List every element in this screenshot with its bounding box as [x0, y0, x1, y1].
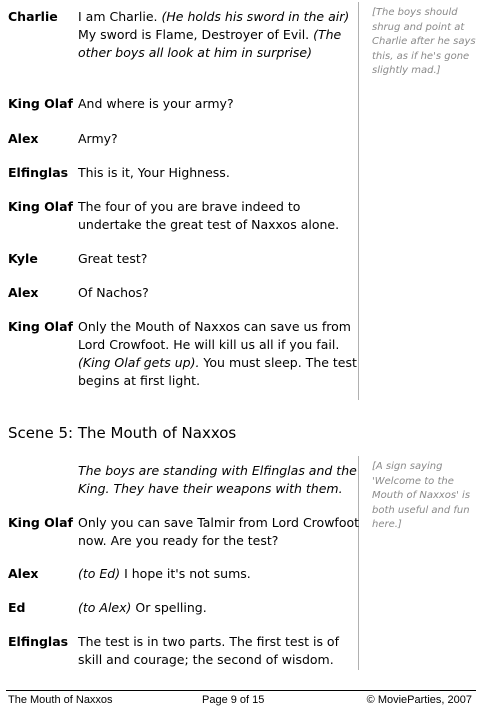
dialogue-text	[78, 599, 360, 617]
dialogue-text	[78, 250, 360, 268]
stage-direction: (The other boys all look at him in surprise)	[78, 27, 342, 60]
speaker-name: King Olaf	[8, 96, 73, 111]
dialogue-segment: The four of you are brave indeed to undertake the great test of Naxxos alone.	[78, 199, 340, 232]
dialogue-segment: The test is in two parts. The first test is of skill and courage; the second of wisdom.	[78, 634, 339, 667]
footer-title: The Mouth of Naxxos	[8, 694, 113, 706]
dialogue-segment: Only you can save Talmir from Lord Crowfoot now. Are you ready for the test?	[78, 515, 360, 548]
speaker-name: Alex	[8, 566, 39, 581]
dialogue-segment: You must sleep. The test begins at first light.	[78, 355, 357, 388]
dialogue-text	[78, 198, 360, 234]
dialogue-text	[78, 130, 360, 148]
dialogue-segment: Or spelling.	[131, 600, 207, 615]
dialogue-segment: And where is your army?	[78, 96, 234, 111]
dialogue-segment: My sword is Flame, Destroyer of Evil.	[78, 27, 314, 42]
stage-direction: (to Alex)	[78, 600, 132, 615]
dialogue-text	[78, 284, 360, 302]
dialogue-segment: Only the Mouth of Naxxos can save us from Lord Crowfoot. He will kill us all if you fail.	[78, 319, 351, 352]
speaker-name: Kyle	[8, 251, 38, 266]
speaker-name: King Olaf	[8, 199, 73, 214]
dialogue-segment: Army?	[78, 131, 118, 146]
dialogue-segment: Great test?	[78, 251, 148, 266]
stage-direction: (He holds his sword in the air)	[161, 9, 350, 24]
dialogue-text	[78, 462, 360, 498]
dialogue-segment: I hope it's not sums.	[120, 566, 251, 581]
speaker-name: King Olaf	[8, 515, 73, 530]
page-footer	[6, 690, 476, 709]
dialogue-text	[78, 8, 360, 62]
speaker-name: Alex	[8, 131, 39, 146]
dialogue-text	[78, 565, 360, 583]
speaker-name: Alex	[8, 285, 39, 300]
director-note: [A sign saying 'Welcome to the Mouth of Naxxos' is both useful and fun here.]	[372, 461, 471, 530]
dialogue-text	[78, 318, 360, 390]
director-note: [The boys should shrug and point at Charlie after he says this, as if he's gone slightly mad.]	[372, 7, 476, 76]
speaker-name: King Olaf	[8, 319, 73, 334]
speaker-name: Ed	[8, 600, 26, 615]
dialogue-segment: This is it, Your Highness.	[78, 165, 230, 180]
speaker-name: Elfinglas	[8, 634, 69, 649]
dialogue-text	[78, 164, 360, 182]
stage-direction: (King Olaf gets up).	[78, 355, 200, 370]
footer-page-number: Page 9 of 15	[202, 694, 265, 706]
stage-direction: (to Ed)	[78, 566, 121, 581]
dialogue-text	[78, 633, 360, 669]
speaker-name: Charlie	[8, 9, 58, 24]
dialogue-text	[78, 95, 360, 113]
scene-title: Scene 5: The Mouth of Naxxos	[8, 424, 237, 442]
dialogue-segment: I am Charlie.	[78, 9, 162, 24]
dialogue-segment: Of Nachos?	[78, 285, 149, 300]
speaker-name: Elfinglas	[8, 165, 69, 180]
dialogue-text	[78, 514, 360, 550]
stage-direction: The boys are standing with Elfinglas and the King. They have their weapons with them.	[78, 463, 357, 496]
footer-copyright: © MovieParties, 2007	[366, 694, 472, 706]
